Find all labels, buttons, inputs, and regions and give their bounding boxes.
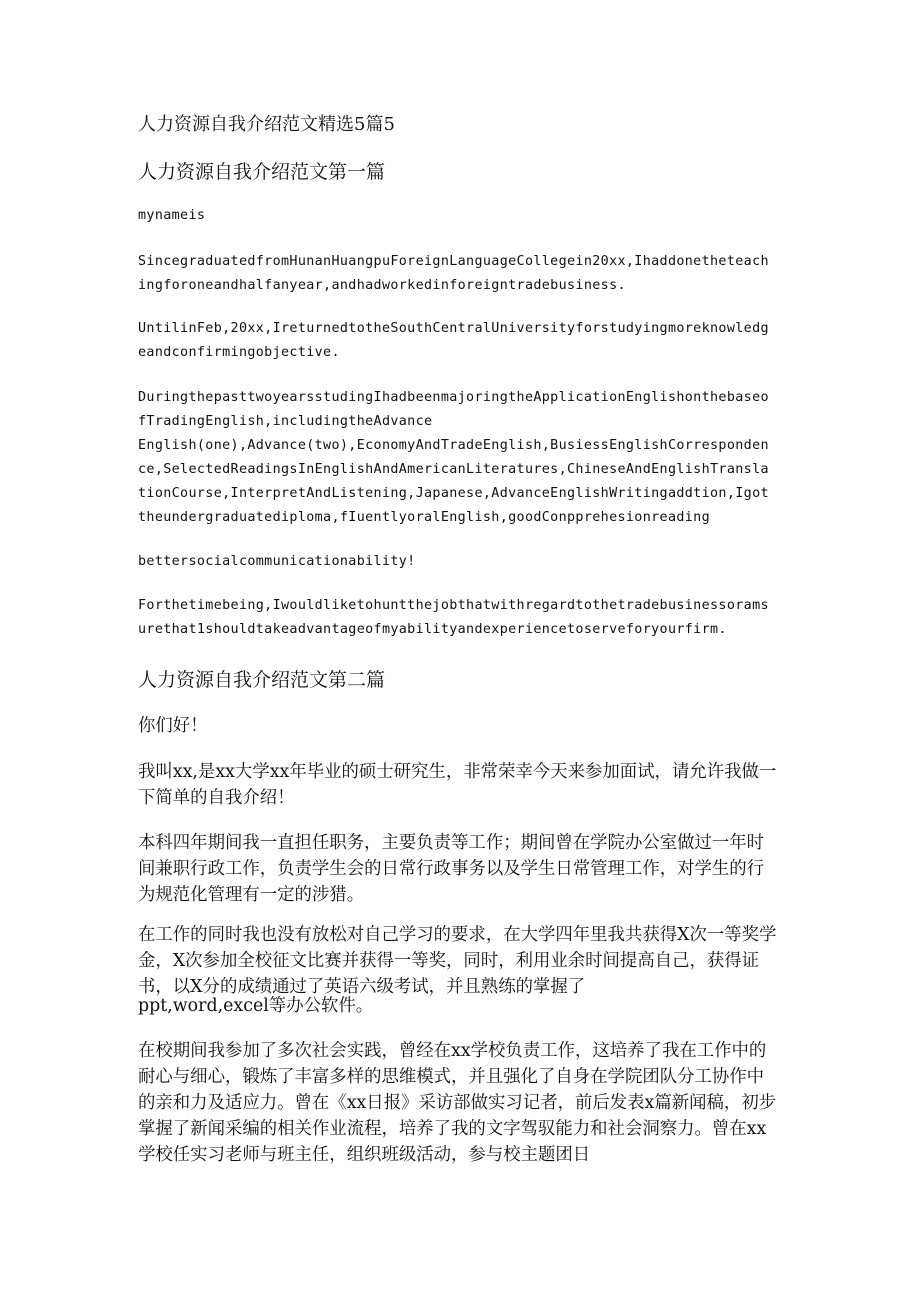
paragraph: 你们好！ [138,716,208,736]
paragraph: 在工作的同时我也没有放松对自己学习的要求，在大学四年里我共获得X次一等奖学金，X次参加全校征文比赛并获得一等奖，同时，利用业余时间提高自己，获得证书，以X分的成绩通过了英语六级考试，并且熟练的掌握了 [138,925,777,997]
paragraph: UntilinFeb,20xx,IreturnedtotheSouthCentralUniversityforstudyingmoreknowledgeandconfirmingobjective. [138,321,769,360]
paragraph: SincegraduatedfromHunanHuangpuForeignLanguageCollegein20xx,Ihaddonetheteachingforoneandhalfanyear,andhadworkedinforeigntradebusiness. [138,254,769,293]
paragraph: 本科四年期间我一直担任职务，主要负责等工作；期间曾在学院办公室做过一年时间兼职行政工作，负责学生会的日常行政事务以及学生日常管理工作，对学生的行为规范化管理有一定的涉猎。 [138,833,765,905]
paragraph: 在校期间我参加了多次社会实践，曾经在xx学校负责工作，这培养了我在工作中的耐心与细心，锻炼了丰富多样的思维模式，并且强化了自身在学院团队分工协作中的亲和力及适应力。曾在《xx日报》采访部做实习记者，前后发表x篇新闻稿，初步掌握了新闻采编的相关作业流程，培养了我的文字驾驭能力和社会洞察力。曾在xx学校任实习老师与班主任，组织班级活动，参与校主题团日 [138,1041,777,1165]
section-heading-2: 人力资源自我介绍范文第二篇 [138,669,386,691]
paragraph: mynameis [138,208,206,223]
paragraph: English(one),Advance(two),EconomyAndTradeEnglish,BusiessEnglishCorrespondence,SelectedReadingsInEnglishAndAmericanLiteratures,ChineseAndEnglishTranslationCourse,InterpretAndListening,Japanese,AdvanceEnglishWritingaddtion,Igottheundergraduatediploma,fIuentlyoralEnglish,goodConpprehesionreading [138,438,769,525]
paragraph: DuringthepasttwoyearsstudingIhadbeenmajoringtheApplicationEnglishonthebaseofTradingEnglish,includingtheAdvance [138,390,769,429]
section-heading-1: 人力资源自我介绍范文第一篇 [138,161,386,183]
paragraph: ppt,word,excel等办公软件。 [138,996,374,1016]
paragraph: Forthetimebeing,Iwouldliketohuntthejobthatwithregardtothetradebusinessoramsurethat1shouldtakeadvantageofmyabilityandexperiencetoserveforyourfirm. [138,598,769,637]
paragraph: bettersocialcommunicationability! [138,554,416,569]
paragraph: 我叫xx,是xx大学xx年毕业的硕士研究生，非常荣幸今天来参加面试，请允许我做一下简单的自我介绍！ [138,762,777,808]
document-title: 人力资源自我介绍范文精选5篇5 [138,114,395,135]
